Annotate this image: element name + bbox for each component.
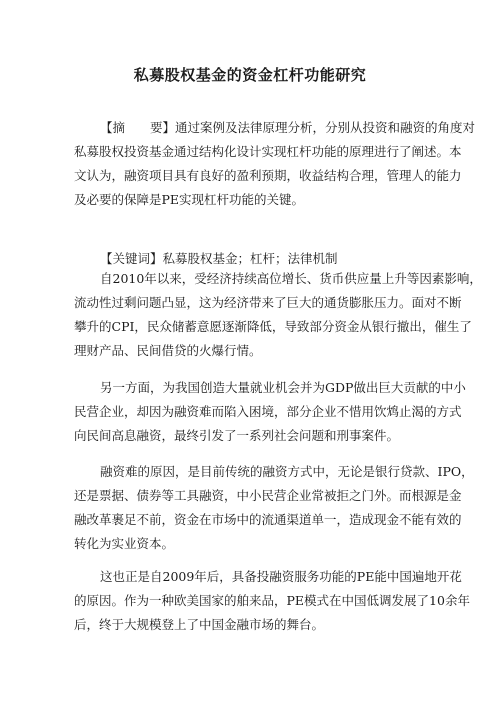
paragraph-line: 流动性过剩问题凸显，这为经济带来了巨大的通货膨胀压力。面对不断 [74,295,462,310]
paragraph-line: 的原因。作为一种欧美国家的舶来品，PE模式在中国低调发展了10余年 [74,593,470,608]
paragraph-line: 这也正是自2009年后，具备投融资服务功能的PE能中国遍地开花 [100,569,462,584]
paragraph-line: 融资难的原因，是目前传统的融资方式中，无论是银行贷款、IPO， [100,464,474,479]
abstract-line: 及必要的保障是PE实现杠杆功能的关键。 [74,192,305,207]
abstract [74,118,476,214]
paragraph-line: 民营企业，却因为融资难而陷入困境，部分企业不惜用饮鸩止渴的方式 [74,404,462,419]
paragraph-line: 另一方面，为我国创造大量就业机会并为GDP做出巨大贡献的中小 [100,380,466,395]
paragraph [74,567,470,639]
paragraph [74,462,474,558]
abstract-line: 私募股权投资基金通过结构化设计实现杠杆功能的原理进行了阐述。本 [74,144,462,159]
paragraph-line: 还是票据、债券等工具融资，中小民营企业常被拒之门外。而根源是金 [74,488,462,503]
paragraph-line: 转化为实业资本。 [74,536,175,551]
paragraph-line: 理财产品、民间借贷的火爆行情。 [74,343,262,358]
paragraph-line: 向民间高息融资，最终引发了一系列社会问题和刑事案件。 [74,428,400,443]
paragraph-line: 自2010年以来，受经济持续高位增长、货币供应量上升等因素影响， [100,271,482,286]
paragraph [74,378,466,450]
paragraph-line: 融改革裹足不前，资金在市场中的流通渠道单一，造成现金不能有效的 [74,512,462,527]
paragraph-line: 后，终于大规模登上了中国金融市场的舞台。 [74,617,325,632]
abstract-line: 【摘 要】通过案例及法律原理分析，分别从投资和融资的角度对 [100,120,476,135]
paragraph-line: 攀升的CPI，民众储蓄意愿逐渐降低，导致部分资金从银行撤出，催生了 [74,319,472,334]
page-title: 私募股权基金的资金杠杆功能研究 [133,66,367,84]
keywords-line: 【关键词】私募股权基金；杠杆；法律机制 [100,251,338,266]
paragraph [74,269,482,365]
abstract-line: 文认为，融资项目具有良好的盈利预期，收益结构合理，管理人的能力 [74,168,462,183]
